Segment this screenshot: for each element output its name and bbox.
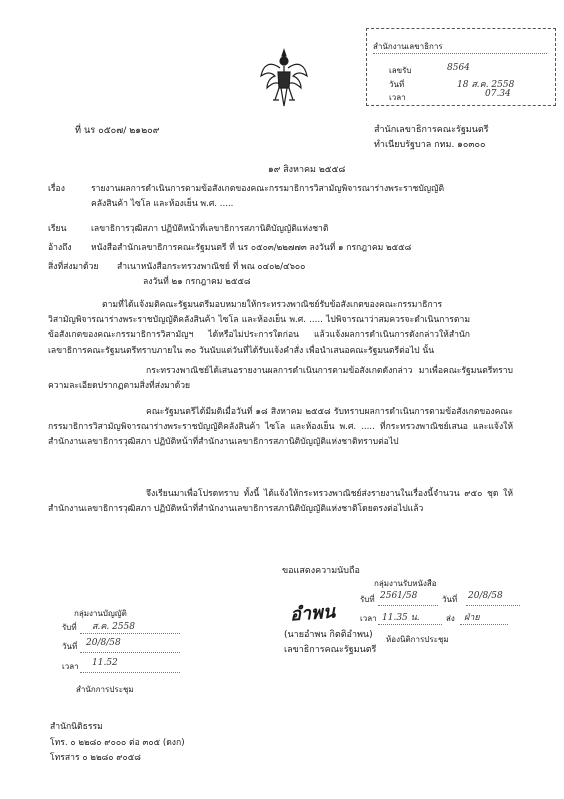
stamp-label: ส่ง: [446, 614, 455, 623]
subject-text: คลังสินค้า ไซโล และห้องเย็น พ.ศ. .....: [91, 199, 234, 209]
stamp-value: 11.35 น.: [382, 613, 420, 623]
footer-fax: โทรสาร ๐ ๒๒๘๐ ๙๐๕๘: [50, 753, 141, 763]
enclosure-label: สิ่งที่ส่งมาด้วย: [48, 262, 99, 272]
garuda-emblem: [259, 46, 309, 110]
stamp-value: 8564: [447, 63, 470, 73]
stamp-footer: สำนักการประชุม: [76, 685, 134, 694]
stamp-label: วันที่: [62, 642, 78, 651]
letter-date: ๑๙ สิงหาคม ๒๕๕๘: [268, 165, 346, 175]
stamp-value: 20/8/58: [86, 638, 121, 648]
issuer-address: ทำเนียบรัฐบาล กทม. ๑๐๓๐๐: [374, 140, 486, 150]
body-paragraph: ตามที่ได้แจ้งมติคณะรัฐมนตรีมอบหมายให้กระทรวงพาณิชย์รับข้อสังเกตของคณะกรรมาธิการวิสามัญพิจารณาร่างพระราชบัญญัติคลังสินค้า ไซโล และห้องเย็น พ.ศ. ..... ไปพิจารณาว่าสมควรจะดำเนินการตามข้อสังเกตของคณะกรรมาธิการวิสามัญฯ ได้หรือไม่ประการใดก่อน แล้วแจ้งผลการดำเนินการดังกล่าวให้สำนักเลขาธิการคณะรัฐมนตรีทราบภายใน ๓๐ วันนับแต่วันที่ได้รับแจ้งคำสั่ง เพื่อนำเสนอคณะรัฐมนตรีต่อไป นั้น: [48, 300, 470, 356]
reference-label: อ้างถึง: [48, 243, 72, 253]
footer-phone: โทร. ๐ ๒๒๘๐ ๙๐๐๐ ต่อ ๓๐๕ (ดงก): [50, 738, 185, 748]
stamp-value: ส.ค. 2558: [92, 622, 136, 632]
enclosure-text: ลงวันที่ ๒๑ กรกฎาคม ๒๕๕๘: [143, 277, 251, 287]
enclosure-text: สำเนาหนังสือกระทรวงพาณิชย์ ที่ พณ ๐๔๐๒/๔๖๐๐: [117, 262, 306, 272]
stamp-title: กลุ่มงานบัญญัติ: [74, 609, 127, 618]
signature: อำพน: [289, 601, 336, 626]
stamp-value: 11.52: [92, 658, 118, 668]
receiving-stamp-left: [62, 608, 192, 698]
stamp-title: กลุ่มงานรับหนังสือ: [374, 579, 437, 588]
stamp-value: 07.34: [485, 89, 511, 99]
stamp-label: รับที่: [62, 623, 77, 632]
stamp-label: วันที่: [389, 80, 405, 89]
body-paragraph: คณะรัฐมนตรีได้มีมติเมื่อวันที่ ๑๘ สิงหาคม ๒๕๕๘ รับทราบผลการดำเนินการตามข้อสังเกตของคณะกรรมาธิการวิสามัญพิจารณาร่างพระราชบัญญัติคลังสินค้า ไซโล และห้องเย็น พ.ศ. ..... ที่กระทรวงพาณิชย์เสนอ และแจ้งให้สำนักงานเลขาธิการวุฒิสภา ปฏิบัติหน้าที่สำนักงานเลขาธิการสภานิติบัญญัติแห่งชาติทราบต่อไป: [48, 407, 513, 448]
stamp-label: เวลา: [62, 662, 79, 671]
signatory-name: (นายอำพน กิตติอำพน): [284, 630, 373, 640]
stamp-value: ฝ่าย: [464, 613, 480, 623]
closing-regards: ขอแสดงความนับถือ: [282, 566, 360, 576]
stamp-label: รับที่: [360, 595, 375, 604]
stamp-label: เวลา: [360, 614, 377, 623]
issuer-name: สำนักเลขาธิการคณะรัฐมนตรี: [374, 125, 489, 135]
body-paragraph: จึงเรียนมาเพื่อโปรดทราบ ทั้งนี้ ได้แจ้งให้กระทรวงพาณิชย์ส่งรายงานในเรื่องนี้จำนวน ๙๕๐ ชุด ให้สำนักงานเลขาธิการวุฒิสภา ปฏิบัติหน้าที่สำนักงานเลขาธิการสภานิติบัญญัติแห่งชาติโดยตรงต่อไปแล้ว: [48, 489, 513, 515]
body-paragraph: กระทรวงพาณิชย์ได้เสนอรายงานผลการดำเนินการตามข้อสังเกตดังกล่าว มาเพื่อคณะรัฐมนตรีทราบ ความละเอียดปรากฏตามสิ่งที่ส่งมาด้วย: [48, 366, 513, 392]
reference-number: ที่ นร ๐๕๐๗/ ๒๑๒๐๙: [75, 125, 160, 136]
receiving-stamp-right: [360, 578, 526, 648]
stamp-office: สำนักงานเลขาธิการ: [373, 42, 443, 51]
stamp-label: เลขรับ: [389, 66, 412, 75]
signatory-title: เลขาธิการคณะรัฐมนตรี: [284, 645, 377, 655]
stamp-value: 2561/58: [380, 591, 418, 601]
stamp-label: วันที่: [442, 595, 458, 604]
reference-text: หนังสือสำนักเลขาธิการคณะรัฐมนตรี ที่ นร ๐๕๐๓/๒๒๗๗๓ ลงวันที่ ๑ กรกฎาคม ๒๕๕๘: [91, 243, 412, 253]
footer-department: สำนักนิติธรรม: [50, 722, 103, 732]
salutation-text: เลขาธิการวุฒิสภา ปฏิบัติหน้าที่เลขาธิการสภานิติบัญญัติแห่งชาติ: [91, 224, 329, 234]
subject-text: รายงานผลการดำเนินการตามข้อสังเกตของคณะกรรมาธิการวิสามัญพิจารณาร่างพระราชบัญญัติ: [91, 184, 445, 194]
stamp-value: 20/8/58: [468, 591, 503, 601]
stamp-footer: ห้องนิติการประชุม: [386, 635, 449, 644]
salutation-label: เรียน: [48, 224, 67, 234]
stamp-value: 18 ส.ค. 2558: [457, 80, 515, 90]
receiving-stamp-top: [366, 28, 556, 106]
stamp-label: เวลา: [389, 93, 406, 102]
subject-label: เรื่อง: [48, 184, 65, 194]
